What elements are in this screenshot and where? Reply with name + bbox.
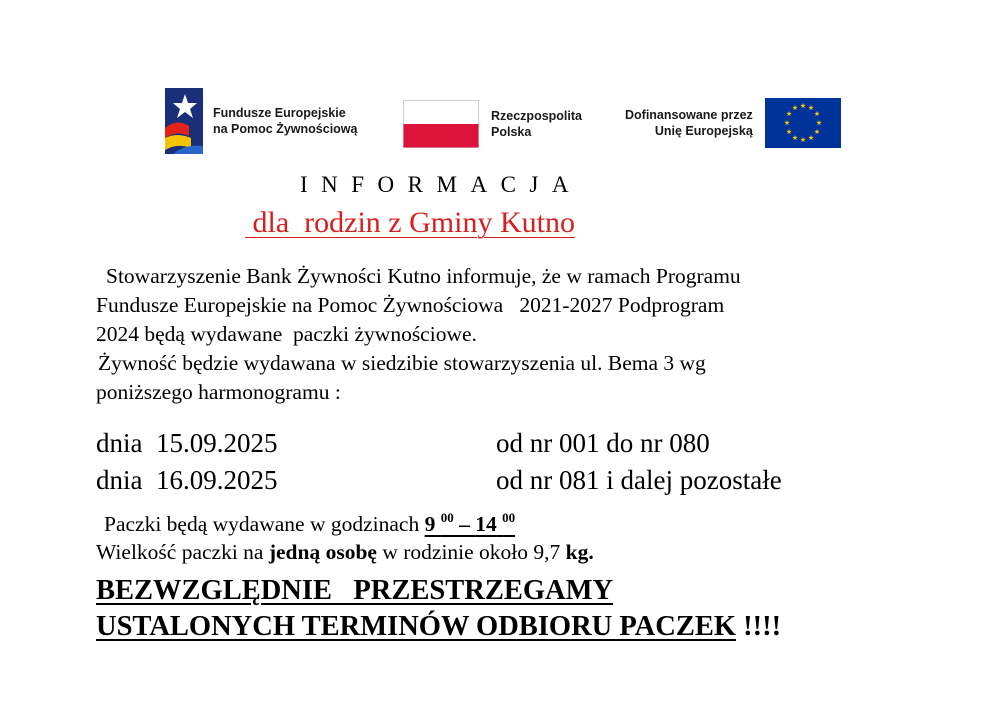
package-prefix: Wielkość paczki na [96, 540, 269, 564]
fepz-label-1: Fundusze Europejskie [213, 106, 346, 120]
body-line-5: poniższego harmonogramu : [96, 380, 341, 404]
warning-line-2 [96, 610, 781, 644]
warning-exclaim: !!!! [736, 611, 782, 642]
schedule-date-2: dnia 16.09.2025 [96, 465, 278, 495]
logo-strip [165, 88, 865, 158]
hours-dash: – [453, 512, 476, 536]
fepz-logo-icon [165, 88, 203, 154]
svg-text:★: ★ [813, 110, 820, 118]
svg-text:★: ★ [815, 119, 822, 127]
rp-label-2: Polska [491, 125, 532, 139]
warning-text-1: BEZWZGLĘDNIE PRZESTRZEGAMY [96, 575, 614, 606]
svg-text:★: ★ [813, 128, 820, 136]
body-line-2: Fundusze Europejskie na Pomoc Żywnościowa 2021-2027 Podprogram [96, 293, 725, 317]
warning-text-2: USTALONYCH TERMINÓW ODBIORU PACZEK [96, 611, 737, 642]
hours-line [96, 510, 515, 537]
svg-text:★: ★ [799, 136, 806, 144]
hours-prefix: Paczki będą wydawane w godzinach [104, 512, 425, 536]
hours-value [425, 512, 516, 536]
svg-text:★: ★ [785, 128, 792, 136]
eu-logo [625, 98, 841, 148]
svg-text:★: ★ [791, 104, 798, 112]
page-subtitle: dla rodzin z Gminy Kutno [245, 206, 575, 239]
rp-logo [403, 100, 582, 148]
polish-flag-icon [403, 100, 479, 148]
hours-end-minute: 00 [502, 510, 516, 525]
schedule-date-1: dnia 15.09.2025 [96, 428, 278, 458]
svg-text:★: ★ [799, 102, 806, 110]
warning-line-1 [96, 574, 613, 608]
body-line-3: 2024 będą wydawane paczki żywnościowe. [96, 322, 477, 346]
schedule-range-1: od nr 001 do nr 080 [496, 428, 710, 458]
package-middle: w rodzinie około 9,7 [376, 540, 566, 564]
svg-text:★: ★ [807, 104, 814, 112]
fepz-label-2: na Pomoc Żywnościową [213, 122, 358, 136]
eu-label-2: Unię Europejską [654, 124, 753, 138]
hours-end-hour: 14 [475, 512, 497, 536]
svg-text:★: ★ [791, 134, 798, 142]
body-line-1: Stowarzyszenie Bank Żywności Kutno informuje, że w ramach Programu [106, 264, 741, 288]
svg-text:★: ★ [785, 110, 792, 118]
hours-start-hour: 9 [424, 512, 436, 536]
schedule-range-2: od nr 081 i dalej pozostałe [496, 465, 782, 495]
page-title: INFORMACJA [300, 172, 582, 197]
package-bold-kg: kg. [565, 540, 594, 564]
svg-text:★: ★ [807, 134, 814, 142]
eu-flag-icon [765, 98, 841, 148]
hours-start-minute: 00 [440, 510, 454, 525]
package-bold-person: jedną osobę [268, 540, 377, 564]
rp-label-1: Rzeczpospolita [491, 109, 582, 123]
svg-text:★: ★ [783, 119, 790, 127]
body-line-4: Żywność będzie wydawana w siedzibie stowarzyszenia ul. Bema 3 wg [98, 351, 706, 375]
eu-label-1: Dofinansowane przez [625, 108, 753, 122]
fepz-logo [165, 88, 357, 154]
package-size-line [96, 540, 594, 565]
